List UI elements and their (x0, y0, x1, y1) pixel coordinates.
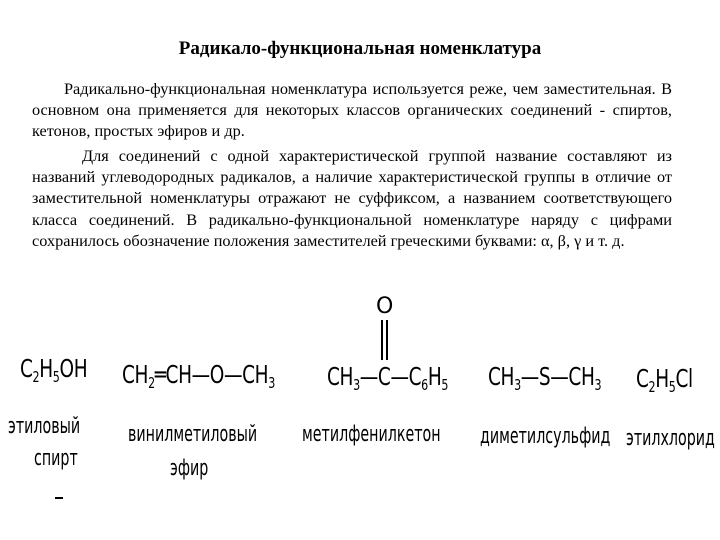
paragraph-naming-rules: Для соединений с одной характеристической группой название составляют из названий углеводородных радикалов, а наличие характеристической группы в отличие от заместительной номенклатуры отражают не суффиксом, а названием соответствующего класса соединений. В радикально-функциональной номенклатуре наряду с цифрами сохранилось обозначение положения заместителей греческими буквами: α, β, γ и т. д. (32, 146, 672, 250)
formula-vinyl-methyl-ether: $CH_2═CH—O—CH_3$ (122, 360, 275, 392)
formula-dimethyl-sulfide: $CH_3—S—CH_3$ (488, 362, 602, 394)
carbonyl-oxygen: O (376, 294, 394, 319)
name-dimethyl-sulfide: диметилсульфид (480, 424, 611, 449)
paragraph-intro: Радикально-функциональная номенклатура используется реже, чем заместительная. В основном она применяется для некоторых классов органических соединений - спиртов, кетонов, простых эфиров и др. (32, 79, 672, 141)
page-title: Радикало-функциональная номенклатура (178, 38, 542, 59)
name-methyl-phenyl-ketone: метилфенилкетон (302, 422, 441, 447)
name-ethyl-alcohol-line1: этиловый (8, 414, 81, 439)
name-vinyl-methyl-ether-line2: эфир (170, 456, 209, 481)
name-ethyl-alcohol-line2: спирт (34, 446, 78, 471)
name-vinyl-methyl-ether-line1: винилметиловый (128, 422, 258, 447)
formula-ethyl-chloride: $C_2H_5Cl$ (636, 364, 693, 396)
decorative-dash (55, 497, 63, 499)
name-ethyl-chloride: этилхлорид (626, 426, 715, 451)
carbonyl-double-bond-left (381, 320, 383, 360)
carbonyl-double-bond-right (386, 320, 388, 360)
formula-ethyl-alcohol: $C_2H_5OH$ (20, 354, 88, 386)
formula-methyl-phenyl-ketone: $CH_3—C—C_6H_5$ (327, 362, 449, 394)
